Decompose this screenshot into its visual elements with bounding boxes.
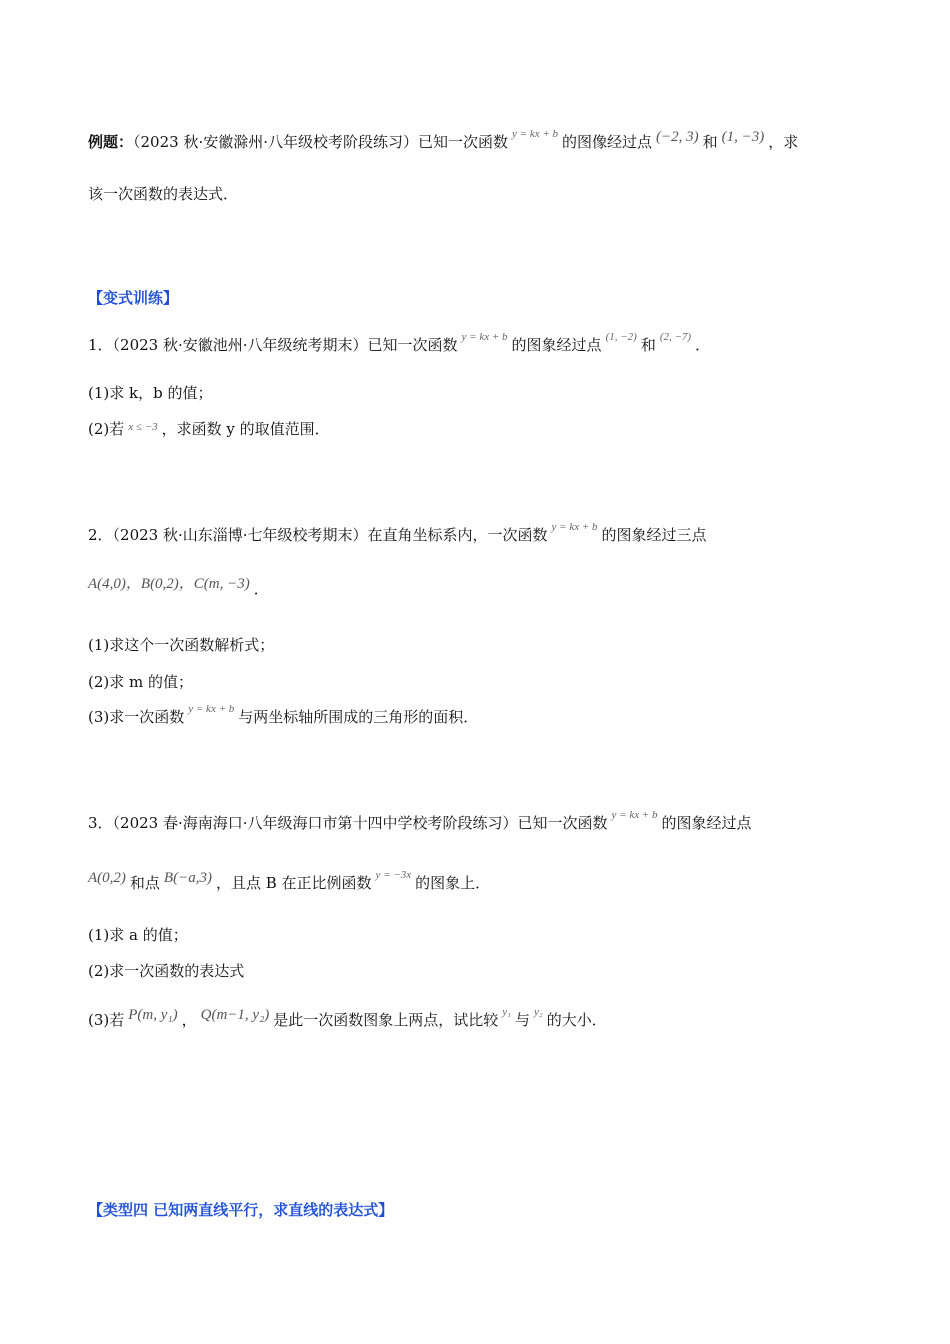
q1-text: 已知一次函数 [367,336,458,354]
q3-text: 和点 [129,874,160,892]
q3-function-2: y = −3x [375,869,412,881]
example-point-1: (−2, 3) [656,129,699,145]
q1-point-2: (2, −7) [659,331,692,343]
example-text: ，求 [768,133,799,151]
q3-number: 3． [88,814,113,832]
q3-point-b: B(−a,3) [163,870,212,886]
q3-point-p: P(m, y₁) [128,1007,178,1023]
q2-sub3-function: y = kx + b [188,703,235,715]
q3-text: 已知一次函数 [517,814,608,832]
q2-stem [88,521,707,548]
q3-sub-1: (1)求 a 的值； [88,926,188,944]
q3-text: ，且点 B 在正比例函数 [215,874,372,892]
q2-points: A(4,0)，B(0,2)，C(m, −3) [88,576,250,592]
q1-sub-2 [88,418,330,442]
q3-sub3-text: 是此一次函数图象上两点，试比较 [273,1011,499,1029]
q3-line-2 [88,869,491,896]
example-point-2: (1, −3) [721,129,765,145]
q1-sub2-text: (2)若 [88,420,125,438]
q1-source: （2023 秋·安徽池州·八年级统考期末） [112,336,368,354]
type4-heading: 【类型四 已知两直线平行，求直线的表达式】 [88,1201,394,1219]
q3-point-q: Q(m−1, y₂) [200,1007,270,1023]
example-text: 的图像经过点 [562,133,653,151]
q2-text: ． [253,580,269,598]
q3-text: 的图象上． [415,874,491,892]
example-source: （2023 秋·安徽滁州·八年级校考阶段练习） [133,133,418,151]
example-text: 和 [702,133,718,151]
q3-text: 的图象经过点 [661,814,752,832]
q3-source: （2023 春·海南海口·八年级海口市第十四中学校考阶段练习） [112,814,518,832]
q3-function: y = kx + b [611,809,658,821]
q3-sub3-text: ， [181,1011,197,1029]
q1-sub2-text: ，求函数 y 的取值范围． [161,420,330,438]
q2-number: 2． [88,526,113,544]
example-line-2: 该一次函数的表达式． [88,185,239,203]
q2-function: y = kx + b [551,521,598,533]
q1-number: 1． [88,336,113,354]
practice-heading: 【变式训练】 [88,289,179,307]
q3-sub-2: (2)求一次函数的表达式 [88,962,245,980]
example-line-1 [88,128,799,155]
q2-sub-2: (2)求 m 的值； [88,673,194,691]
q2-sub-1: (1)求这个一次函数解析式； [88,636,275,654]
example-function: y = kx + b [512,128,559,140]
q1-sub2-condition: x ≤ −3 [128,421,158,433]
q3-sub3-text: (3)若 [88,1011,125,1029]
q1-text: ． [695,336,711,354]
example-label: 例题： [88,133,134,151]
q3-sub3-text: 的大小． [546,1011,607,1029]
q1-text: 和 [640,336,656,354]
q1-text: 的图象经过点 [511,336,602,354]
q1-stem [88,331,711,358]
q2-text: 的图象经过三点 [601,526,707,544]
q1-function: y = kx + b [461,331,508,343]
q2-sub-3 [88,703,479,730]
q3-sub3-text: 与 [515,1011,531,1029]
q3-y2: y₂ [534,1006,543,1018]
q2-sub3-text: (3)求一次函数 [88,708,185,726]
q2-source: （2023 秋·山东淄博·七年级校考期末） [112,526,368,544]
q3-point-a: A(0,2) [88,870,126,886]
q1-sub-1: (1)求 k，b 的值； [88,384,213,402]
q2-points-line [88,578,269,601]
example-text: 已知一次函数 [418,133,509,151]
q1-point-1: (1, −2) [605,331,637,343]
q3-y1: y₁ [502,1006,512,1018]
q2-sub3-text: 与两坐标轴所围成的三角形的面积． [238,708,479,726]
q3-sub-3 [88,1006,607,1033]
q3-stem [88,809,752,836]
q2-text: 在直角坐标系内，一次函数 [367,526,548,544]
